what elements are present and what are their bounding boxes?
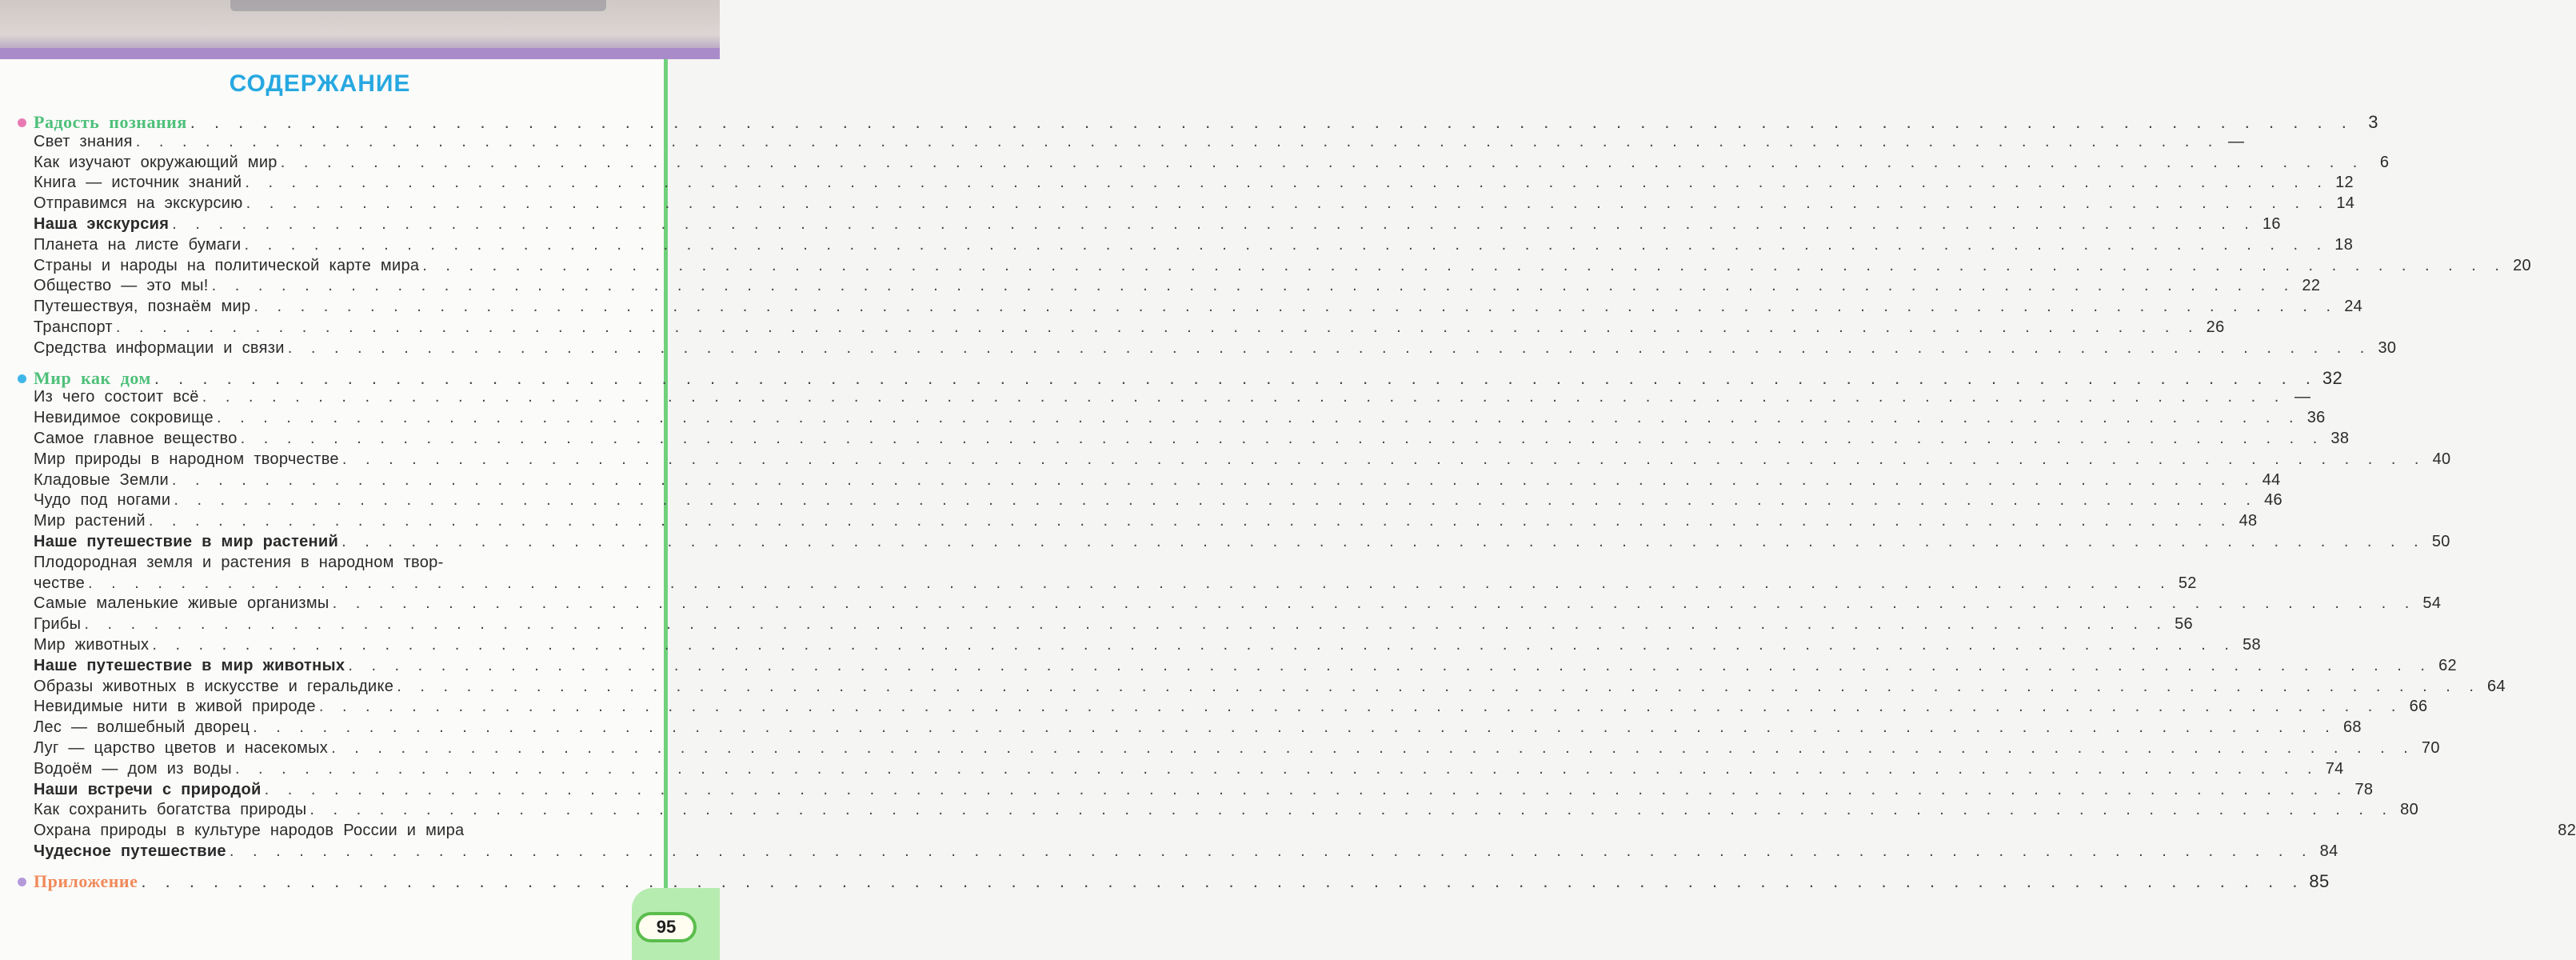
toc-page-number: 68	[2342, 718, 2362, 737]
toc-entry	[34, 470, 2281, 492]
dot-leader: . . . . . . . . . . . . . . . . . . . . . . . . . . . . . . . . . . . . . . . . . . . . . . . . . . . . . . . . . . . . . . . . . . . . . . . . . . . . . . . . . . . . . . . . . .	[332, 594, 2414, 613]
page-top-shadow	[230, 0, 606, 11]
toc-entry	[34, 698, 2428, 718]
page-top-edge	[0, 0, 720, 50]
dot-leader: . . . . . . . . . . . . . . . . . . . . . . . . . . . . . . . . . . . . . . . . . . . . . . . . . . . . . . . . . . . . . . . . . . . . . . . . . . . . . . . . . . . . . . . . . .	[422, 256, 2504, 274]
toc-page-number: 20	[2513, 256, 2531, 274]
dot-leader: . . . . . . . . . . . . . . . . . . . . . . . . . . . . . . . . . . . . . . . . . . . . . . . . . . . . . . . . . . . . . . . . . . . . . . . . . . . . . . . . . . . . . . . . . .	[341, 533, 2423, 550]
toc-page-number: 58	[2243, 636, 2261, 654]
toc-entry-title: Общество — это мы!	[34, 277, 209, 295]
toc-entry	[34, 174, 2354, 194]
toc-entry-title: Наши встречи с природой	[34, 780, 262, 798]
toc-entry-title: Невидимое сокровище	[34, 409, 214, 427]
toc-entry-title: Водоём — дом из воды	[34, 759, 232, 778]
toc-entry	[34, 739, 2440, 760]
toc-entry	[34, 235, 2354, 257]
toc-entry-title: Луг — царство цветов и насекомых	[34, 739, 329, 757]
dot-leader: . . . . . . . . . . . . . . . . . . . . . . . . . . . . . . . . . . . . . . . . . . . . . . . . . . . . . . . . . . . . . . . . . . . . . . . . . . . . . . . . . . . . . . . . . .	[264, 780, 2346, 798]
toc-entry-title: Отправимся на экскурсию	[34, 194, 243, 213]
toc-entry-title: Плодородная земля и растения в народном твор-	[34, 553, 444, 571]
toc-entry	[34, 277, 2321, 298]
dot-leader: . . . . . . . . . . . . . . . . . . . . . . . . . . . . . . . . . . . . . . . . . . . . . . . . . . . . . . . . . . . . . . . . . . . . . . . . . . . . . . . . . . . . . . . . . .	[174, 491, 2255, 510]
dot-leader: . . . . . . . . . . . . . . . . . . . . . . . . . . . . . . . . . . . . . . . . . . . . . . . . . . . . . . . . . . . . . . . . . . . . . . . . . . . . . . . . . . . . . . . . . .	[152, 636, 2234, 654]
toc-entry-title: Невидимые нити в живой природе	[34, 698, 316, 716]
toc-entry-title: Как изучают окружающий мир	[34, 153, 278, 171]
toc-entry	[34, 718, 2362, 739]
toc-page-number: 18	[2334, 235, 2354, 254]
toc-entry-title: Книга — источник знаний	[34, 174, 242, 192]
toc-entry	[34, 759, 2344, 781]
dot-leader: . . . . . . . . . . . . . . . . . . . . . . . . . . . . . . . . . . . . . . . . . . . . . . . . . . . . . . . . . . . . . . . . . . . . . . . . . . . . . . . . . . . . . . . . . .	[240, 430, 2322, 447]
toc-entry	[34, 636, 2261, 657]
page-number: 95	[636, 912, 697, 942]
toc-page-number: 22	[2302, 277, 2321, 295]
toc-entry	[34, 132, 2245, 154]
toc-entry	[34, 594, 2442, 615]
toc-page-number: 32	[2322, 367, 2342, 388]
dot-leader: . . . . . . . . . . . . . . . . . . . . . . . . . . . . . . . . . . . . . . . . . . . . . . . . . . . . . . . . . . . . . . . . . . . . . . . . . . . . . . . . . . . . . . . . . .	[190, 112, 2351, 132]
toc-entry	[34, 215, 2281, 236]
toc-entry	[34, 801, 2419, 822]
toc-page-number: 80	[2400, 801, 2419, 819]
toc-entry-title: Мир животных	[34, 636, 150, 654]
toc-entry	[34, 430, 2350, 450]
toc-entry	[34, 822, 2576, 842]
section-bullet-icon	[18, 878, 26, 886]
toc-entry	[34, 256, 2531, 278]
toc-entry-title: Планета на листе бумаги	[34, 235, 242, 254]
toc-entry	[34, 780, 2374, 802]
toc-entry-title: честве	[34, 574, 86, 592]
toc-page-number: 40	[2432, 450, 2451, 468]
toc-page-number: 84	[2319, 842, 2338, 860]
toc-entry-title: Приложение	[34, 870, 138, 891]
dot-leader: . . . . . . . . . . . . . . . . . . . . . . . . . . . . . . . . . . . . . . . . . . . . . . . . . . . . . . . . . . . . . . . . . . . . . . . . . . . . . . . . . . . . . . . . . .	[348, 656, 2430, 674]
dot-leader: . . . . . . . . . . . . . . . . . . . . . . . . . . . . . . . . . . . . . . . . . . . . . . . . . . . . . . . . . . . . . . . . . . . . . . . . . . . . . . . . . . . . . . . . . .	[246, 194, 2328, 213]
toc-page-number: 50	[2431, 533, 2450, 550]
toc-page-number: 82	[2558, 822, 2576, 840]
toc-page-number: —	[2294, 388, 2311, 406]
toc-page-number: 78	[2354, 780, 2374, 798]
dot-leader: . . . . . . . . . . . . . . . . . . . . . . . . . . . . . . . . . . . . . . . . . . . . . . . . . . . . . . . . . . . . . . . . . . . . . . . . . . . . . . . . . . . . . . . . . .	[253, 718, 2334, 737]
dot-leader: . . . . . . . . . . . . . . . . . . . . . . . . . . . . . . . . . . . . . . . . . . . . . . . . . . . . . . . . . . . . . . . . . . . . . . . . . . . . . . . . . . . . . . . . . .	[280, 153, 2362, 171]
toc-entry-title: Мир как дом	[34, 367, 151, 388]
toc-page-number: 6	[2379, 153, 2390, 171]
toc-entry-title: Мир природы в народном творчестве	[34, 450, 339, 468]
toc-page-number: 30	[2378, 338, 2397, 357]
toc-page-number: 52	[2178, 574, 2197, 592]
toc-section	[34, 870, 2330, 892]
dot-leader: . . . . . . . . . . . . . . . . . . . . . . . . . . . . . . . . . . . . . . . . . . . . . . . . . . . . . . . . . . . . . . . . . . . . . . . . . . . . . . . . . . . . . . . . . .	[229, 842, 2311, 860]
toc-entry-title: Путешествуя, познаём мир	[34, 298, 251, 316]
toc-entry	[34, 409, 2326, 430]
dot-leader: . . . . . . . . . . . . . . . . . . . . . . . . . . . . . . . . . . . . . . . . . . . . . . . . . . . . . . . . . . . . . . . . . . . . . . . . . . . . . . . . . . . . . . . . . .	[115, 318, 2198, 336]
toc-page-number: 24	[2344, 298, 2363, 316]
toc-entry-title: Как сохранить богатства природы	[34, 801, 307, 819]
toc-page-number: 85	[2309, 870, 2330, 891]
toc-page-number: 44	[2262, 470, 2281, 489]
toc-entry-title: Наше путешествие в мир животных	[34, 656, 345, 674]
toc-page-number: 16	[2262, 215, 2281, 233]
toc-entry	[34, 338, 2397, 360]
dot-leader: . . . . . . . . . . . . . . . . . . . . . . . . . . . . . . . . . . . . . . . . . . . . . . . . . . . . . . . . . . . . . . . . . . . . . . . . . . . . . . . . . . . . . . . . . .	[211, 277, 2294, 295]
toc-page-number: —	[2228, 132, 2245, 150]
toc-page-number: 70	[2421, 739, 2440, 757]
toc-entry-title: Транспорт	[34, 318, 113, 336]
toc-entry-title: Средства информации и связи	[34, 338, 285, 357]
dot-leader: . . . . . . . . . . . . . . . . . . . . . . . . . . . . . . . . . . . . . . . . . . . . . . . . . . . . . . . . . . . . . . . . . . . . . . . . . . . . . . . . . . . . . . . . . .	[141, 870, 2302, 891]
toc-entry	[34, 533, 2450, 554]
toc-entry-title: Чудесное путешествие	[34, 842, 226, 860]
toc-entry	[34, 656, 2457, 678]
toc-entry-title: Свет знания	[34, 132, 133, 150]
toc-section	[34, 367, 2342, 389]
header-stripe	[0, 48, 720, 59]
toc-page-number: 74	[2325, 759, 2344, 778]
toc-entry	[34, 574, 2197, 595]
toc-entry-title: Страны и народы на политической карте мира	[34, 256, 420, 274]
dot-leader: . . . . . . . . . . . . . . . . . . . . . . . . . . . . . . . . . . . . . . . . . . . . . . . . . . . . . . . . . . . . . . . . . . . . . . . . . . . . . . . . . . . . . . . . . .	[310, 801, 2392, 819]
toc-entry-title: Кладовые Земли	[34, 470, 169, 489]
toc-entry-title: Грибы	[34, 615, 82, 634]
toc-entry-title: Охрана природы в культуре народов России и мира	[34, 822, 465, 840]
toc-entry-title: Мир растений	[34, 512, 146, 530]
dot-leader: . . . . . . . . . . . . . . . . . . . . . . . . . . . . . . . . . . . . . . . . . . . . . . . . . . . . . . . . . . . . . . . . . . . . . . . . . . . . . . . . . . . . . . . . . .	[135, 132, 2218, 150]
dot-leader: . . . . . . . . . . . . . . . . . . . . . . . . . . . . . . . . . . . . . . . . . . . . . . . . . . . . . . . . . . . . . . . . . . . . . . . . . . . . . . . . . . . . . . . . . .	[331, 739, 2413, 757]
dot-leader: . . . . . . . . . . . . . . . . . . . . . . . . . . . . . . . . . . . . . . . . . . . . . . . . . . . . . . . . . . . . . . . . . . . . . . . . . . . . . . . . . . . . . . . . . .	[216, 409, 2298, 427]
toc-entry	[34, 677, 2506, 698]
page-title: СОДЕРЖАНИЕ	[229, 70, 411, 97]
section-bullet-icon	[18, 374, 26, 383]
toc-entry	[34, 450, 2451, 471]
toc-page-number: 38	[2330, 430, 2350, 447]
dot-leader: . . . . . . . . . . . . . . . . . . . . . . . . . . . . . . . . . . . . . . . . . . . . . . . . . . . . . . . . . . . . . . . . . . . . . . . . . . . . . . . . . . . . . . . . . .	[245, 174, 2326, 192]
toc-entry	[34, 153, 2390, 174]
toc-entry-title: Радость познания	[34, 112, 187, 132]
toc-page-number: 26	[2206, 318, 2225, 336]
toc-entry-title: Наша экскурсия	[34, 215, 170, 233]
toc-entry	[34, 615, 2193, 636]
dot-leader: . . . . . . . . . . . . . . . . . . . . . . . . . . . . . . . . . . . . . . . . . . . . . . . . . . . . . . . . . . . . . . . . . . . . . . . . . . . . . . . . . . . . . . . . . .	[172, 215, 2254, 233]
toc-section	[34, 112, 2378, 133]
toc-page-number: 64	[2487, 677, 2506, 695]
toc-page-number: 3	[2368, 112, 2378, 132]
toc-entry-title: Образы животных в искусстве и геральдике	[34, 677, 394, 695]
toc-entry-title: Лес — волшебный дворец	[34, 718, 250, 737]
dot-leader: . . . . . . . . . . . . . . . . . . . . . . . . . . . . . . . . . . . . . . . . . . . . . . . . . . . . . . . . . . . . . . . . . . . . . . . . . . . . . . . . . . . . . . . . . .	[148, 512, 2231, 530]
dot-leader: . . . . . . . . . . . . . . . . . . . . . . . . . . . . . . . . . . . . . . . . . . . . . . . . . . . . . . . . . . . . . . . . . . . . . . . . . . . . . . . . . . . . . . . . . .	[171, 470, 2254, 489]
toc-entry-title: Самое главное вещество	[34, 430, 238, 447]
section-bullet-icon	[18, 118, 26, 127]
toc-entry	[34, 318, 2225, 339]
dot-leader: . . . . . . . . . . . . . . . . . . . . . . . . . . . . . . . . . . . . . . . . . . . . . . . . . . . . . . . . . . . . . . . . . . . . . . . . . . . . . . . . . . . . . . . . . .	[154, 367, 2315, 388]
toc-page-number: 46	[2264, 491, 2282, 510]
toc-entry	[34, 512, 2258, 533]
toc-page-number: 56	[2175, 615, 2193, 634]
dot-leader: . . . . . . . . . . . . . . . . . . . . . . . . . . . . . . . . . . . . . . . . . . . . . . . . . . . . . . . . . . . . . . . . . . . . . . . . . . . . . . . . . . . . . . . . . .	[202, 388, 2284, 406]
toc-entry	[34, 388, 2311, 409]
toc-entry-title: Из чего состоит всё	[34, 388, 199, 406]
toc-entry	[34, 298, 2363, 318]
toc-entry-title: Наше путешествие в мир растений	[34, 533, 339, 550]
dot-leader: . . . . . . . . . . . . . . . . . . . . . . . . . . . . . . . . . . . . . . . . . . . . . . . . . . . . . . . . . . . . . . . . . . . . . . . . . . . . . . . . . . . . . . . . . .	[287, 338, 2370, 357]
toc-page-number: 66	[2409, 698, 2428, 716]
toc-entry	[34, 491, 2282, 512]
dot-leader: . . . . . . . . . . . . . . . . . . . . . . . . . . . . . . . . . . . . . . . . . . . . . . . . . . . . . . . . . . . . . . . . . . . . . . . . . . . . . . . . . . . . . . . . . .	[341, 450, 2424, 468]
toc-page-number: 62	[2438, 656, 2457, 674]
toc-entry	[34, 194, 2355, 215]
toc-page-number: 48	[2239, 512, 2258, 530]
dot-leader: . . . . . . . . . . . . . . . . . . . . . . . . . . . . . . . . . . . . . . . . . . . . . . . . . . . . . . . . . . . . . . . . . . . . . . . . . . . . . . . . . . . . . . . . . .	[84, 615, 2166, 634]
toc-page-number: 54	[2422, 594, 2442, 613]
toc-entry	[34, 842, 2338, 863]
toc-entry	[34, 554, 609, 574]
dot-leader: . . . . . . . . . . . . . . . . . . . . . . . . . . . . . . . . . . . . . . . . . . . . . . . . . . . . . . . . . . . . . . . . . . . . . . . . . . . . . . . . . . . . . . . . . .	[254, 298, 2336, 316]
toc-page-number: 12	[2335, 174, 2354, 192]
dot-leader: . . . . . . . . . . . . . . . . . . . . . . . . . . . . . . . . . . . . . . . . . . . . . . . . . . . . . . . . . . . . . . . . . . . . . . . . . . . . . . . . . . . . . . . . . .	[318, 698, 2401, 716]
dot-leader: . . . . . . . . . . . . . . . . . . . . . . . . . . . . . . . . . . . . . . . . . . . . . . . . . . . . . . . . . . . . . . . . . . . . . . . . . . . . . . . . . . . . . . . . . .	[88, 574, 2170, 592]
toc-entry-title: Чудо под ногами	[34, 491, 171, 510]
toc-page-number: 36	[2306, 409, 2326, 427]
dot-leader: . . . . . . . . . . . . . . . . . . . . . . . . . . . . . . . . . . . . . . . . . . . . . . . . . . . . . . . . . . . . . . . . . . . . . . . . . . . . . . . . . . . . . . . . . .	[234, 759, 2317, 778]
dot-leader: . . . . . . . . . . . . . . . . . . . . . . . . . . . . . . . . . . . . . . . . . . . . . . . . . . . . . . . . . . . . . . . . . . . . . . . . . . . . . . . . . . . . . . . . . .	[244, 235, 2326, 254]
toc-page-number: 14	[2336, 194, 2355, 213]
toc-entry-title: Самые маленькие живые организмы	[34, 594, 329, 613]
dot-leader: . . . . . . . . . . . . . . . . . . . . . . . . . . . . . . . . . . . . . . . . . . . . . . . . . . . . . . . . . . . . . . . . . . . . . . . . . . . . . . . . . . . . . . . . . .	[397, 677, 2478, 695]
